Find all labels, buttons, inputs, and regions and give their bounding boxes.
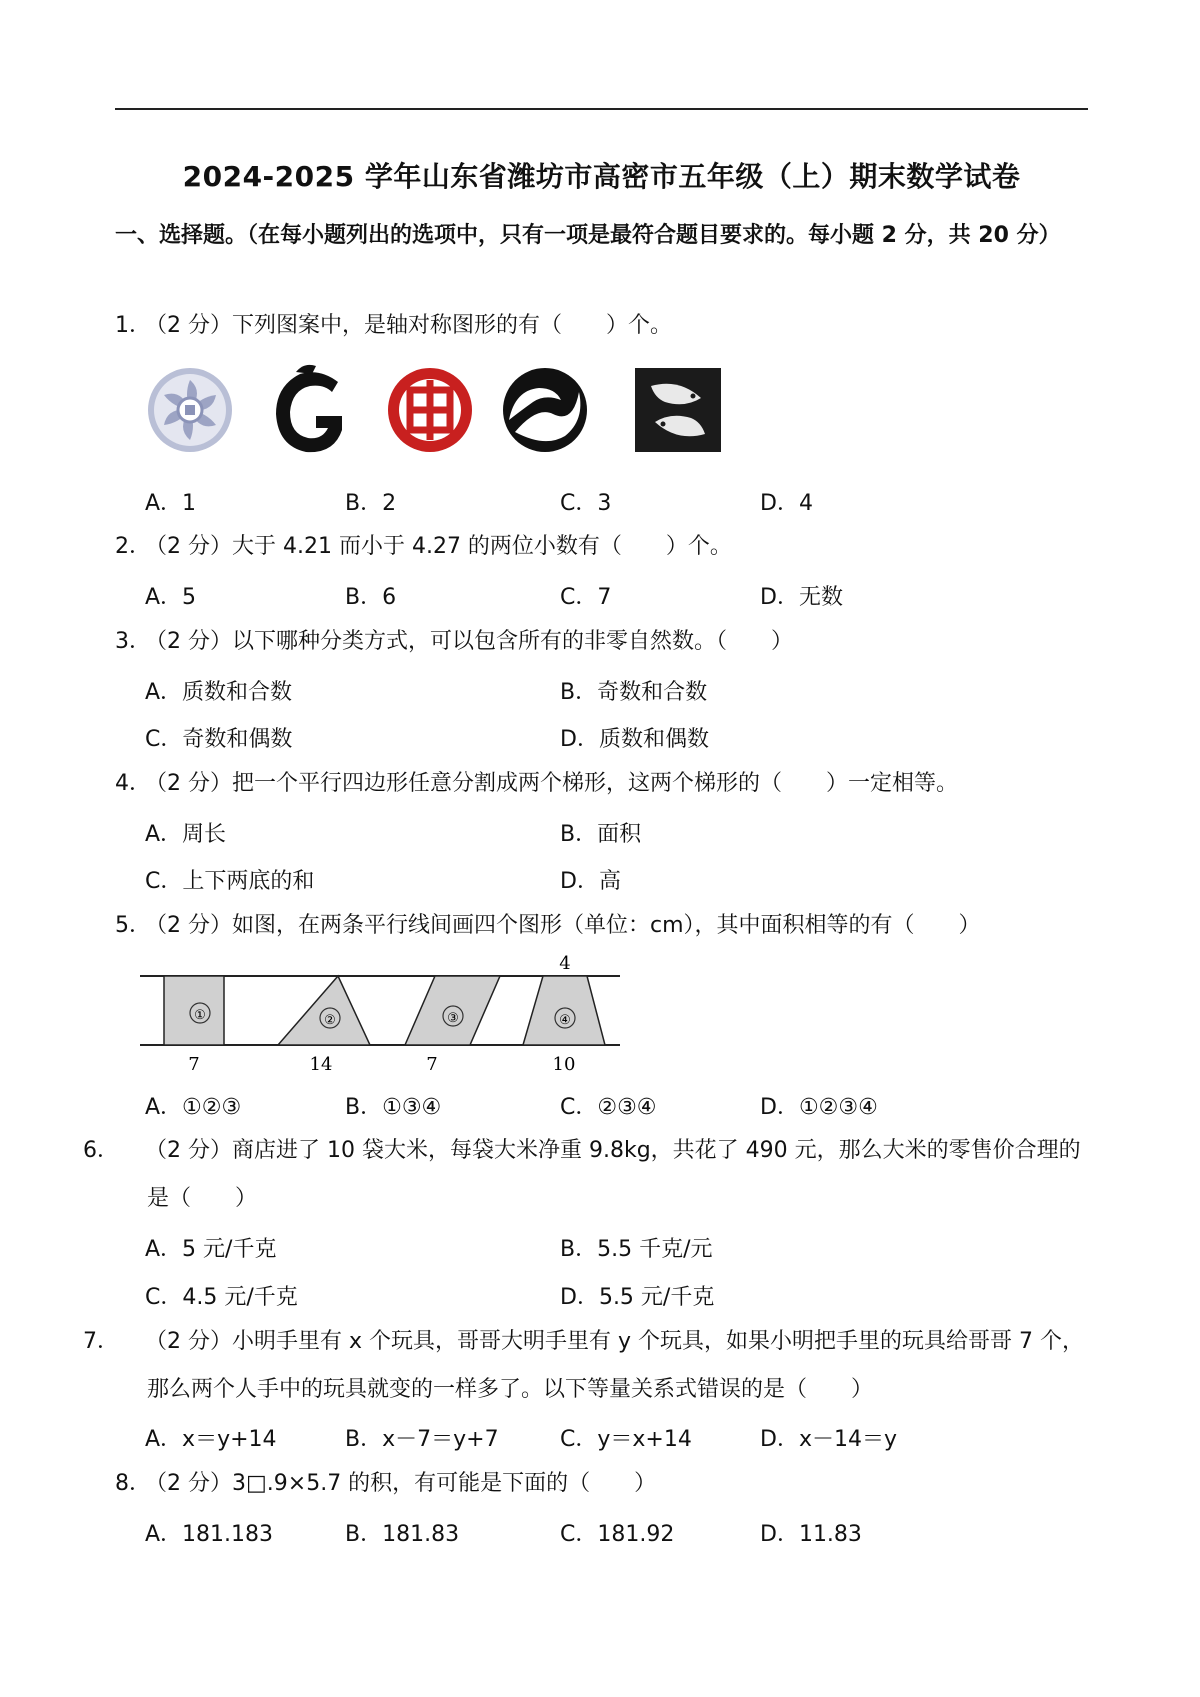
question-text: （2 分）下列图案中，是轴对称图形的有（ ）个。 <box>145 313 672 338</box>
shape-label: ③ <box>447 1011 459 1026</box>
option-b[interactable]: B．面积 <box>560 822 642 847</box>
option-d[interactable]: D．11.83 <box>760 1522 862 1547</box>
header-rule <box>115 108 1088 110</box>
question-4 <box>115 760 1090 808</box>
option-a[interactable]: A．①②③ <box>145 1095 242 1120</box>
option-c[interactable]: C．y＝x+14 <box>560 1427 692 1452</box>
shape-label: ① <box>194 1008 206 1023</box>
option-d[interactable]: D．5.5 元/千克 <box>560 1285 715 1310</box>
option-a[interactable]: A．x＝y+14 <box>145 1427 277 1452</box>
option-b[interactable]: B．x－7＝y+7 <box>345 1427 499 1452</box>
option-d[interactable]: D．4 <box>760 491 813 516</box>
question-number: 6． <box>83 1138 119 1163</box>
option-d[interactable]: D．质数和偶数 <box>560 727 709 752</box>
question-text: （2 分）如图，在两条平行线间画四个图形（单位：cm），其中面积相等的有（ ） <box>145 913 981 938</box>
shape-label: ② <box>324 1013 336 1028</box>
option-c[interactable]: C．②③④ <box>560 1095 657 1120</box>
option-b[interactable]: B．奇数和合数 <box>560 680 708 705</box>
option-a[interactable]: A．181.183 <box>145 1522 274 1547</box>
question-number: 8． <box>115 1471 151 1496</box>
question-8 <box>115 1460 1090 1508</box>
option-a[interactable]: A．5 <box>145 585 197 610</box>
option-a[interactable]: A．质数和合数 <box>145 680 293 705</box>
option-c[interactable]: C．181.92 <box>560 1522 675 1547</box>
question-7 <box>83 1318 1090 1414</box>
symmetry-patterns-figure <box>145 360 745 460</box>
question-number: 7． <box>83 1329 119 1354</box>
question-1 <box>115 302 1090 350</box>
bottom-label: 10 <box>552 1054 576 1075</box>
option-b[interactable]: B．6 <box>345 585 397 610</box>
option-c[interactable]: C．上下两底的和 <box>145 869 315 894</box>
shape-trapezoid <box>523 976 605 1045</box>
parallel-lines-figure <box>140 950 625 1075</box>
question-text: （2 分）商店进了 10 袋大米，每袋大米净重 9.8kg，共花了 490 元，那么大米的零售价合理的是（ ） <box>145 1138 1081 1211</box>
option-b[interactable]: B．181.83 <box>345 1522 460 1547</box>
question-text: （2 分）把一个平行四边形任意分割成两个梯形，这两个梯形的（ ）一定相等。 <box>145 771 958 796</box>
option-a[interactable]: A．5 元/千克 <box>145 1237 277 1262</box>
shape-label: ④ <box>559 1013 571 1028</box>
trapezoid-top-label: 4 <box>559 953 571 974</box>
rosette-pattern-icon <box>148 368 232 452</box>
bottom-label: 14 <box>309 1054 333 1075</box>
question-text: （2 分）3□.9×5.7 的积，有可能是下面的（ ） <box>145 1471 657 1496</box>
question-number: 4． <box>115 771 151 796</box>
bottom-label: 7 <box>188 1054 200 1075</box>
option-c[interactable]: C．4.5 元/千克 <box>145 1285 298 1310</box>
bank-logo-pattern-icon <box>388 368 472 452</box>
question-number: 2． <box>115 534 151 559</box>
swirl-pattern-icon <box>503 368 587 452</box>
dragon-g-pattern-icon <box>276 365 342 452</box>
option-d[interactable]: D．高 <box>560 869 621 894</box>
option-d[interactable]: D．x－14＝y <box>760 1427 897 1452</box>
page-title: 2024-2025 学年山东省潍坊市高密市五年级（上）期末数学试卷 <box>182 160 1021 193</box>
question-6 <box>83 1127 1090 1223</box>
option-b[interactable]: B．①③④ <box>345 1095 442 1120</box>
question-number: 3． <box>115 629 151 654</box>
option-c[interactable]: C．3 <box>560 491 612 516</box>
question-text: （2 分）大于 4.21 而小于 4.27 的两位小数有（ ）个。 <box>145 534 732 559</box>
twin-fish-pattern-icon <box>635 368 721 452</box>
section-heading: 一、选择题。（在每小题列出的选项中，只有一项是最符合题目要求的。每小题 2 分，共 20 分） <box>115 223 1061 248</box>
question-text: （2 分）小明手里有 x 个玩具，哥哥大明手里有 y 个玩具，如果小明把手里的玩具给哥哥 7 个，那么两个人手中的玩具就变的一样多了。以下等量关系式错误的是（ ） <box>145 1329 1084 1402</box>
option-b[interactable]: B．2 <box>345 491 397 516</box>
option-c[interactable]: C．7 <box>560 585 612 610</box>
question-text: （2 分）以下哪种分类方式，可以包含所有的非零自然数。（ ） <box>145 629 793 654</box>
question-5 <box>115 902 1090 950</box>
option-a[interactable]: A．周长 <box>145 822 227 847</box>
option-d[interactable]: D．①②③④ <box>760 1095 878 1120</box>
option-c[interactable]: C．奇数和偶数 <box>145 727 293 752</box>
option-d[interactable]: D．无数 <box>760 585 843 610</box>
question-2 <box>115 523 1090 571</box>
bottom-label: 7 <box>426 1054 438 1075</box>
question-3 <box>115 618 1090 666</box>
option-a[interactable]: A．1 <box>145 491 197 516</box>
question-number: 5． <box>115 913 151 938</box>
option-b[interactable]: B．5.5 千克/元 <box>560 1237 713 1262</box>
question-number: 1． <box>115 313 151 338</box>
